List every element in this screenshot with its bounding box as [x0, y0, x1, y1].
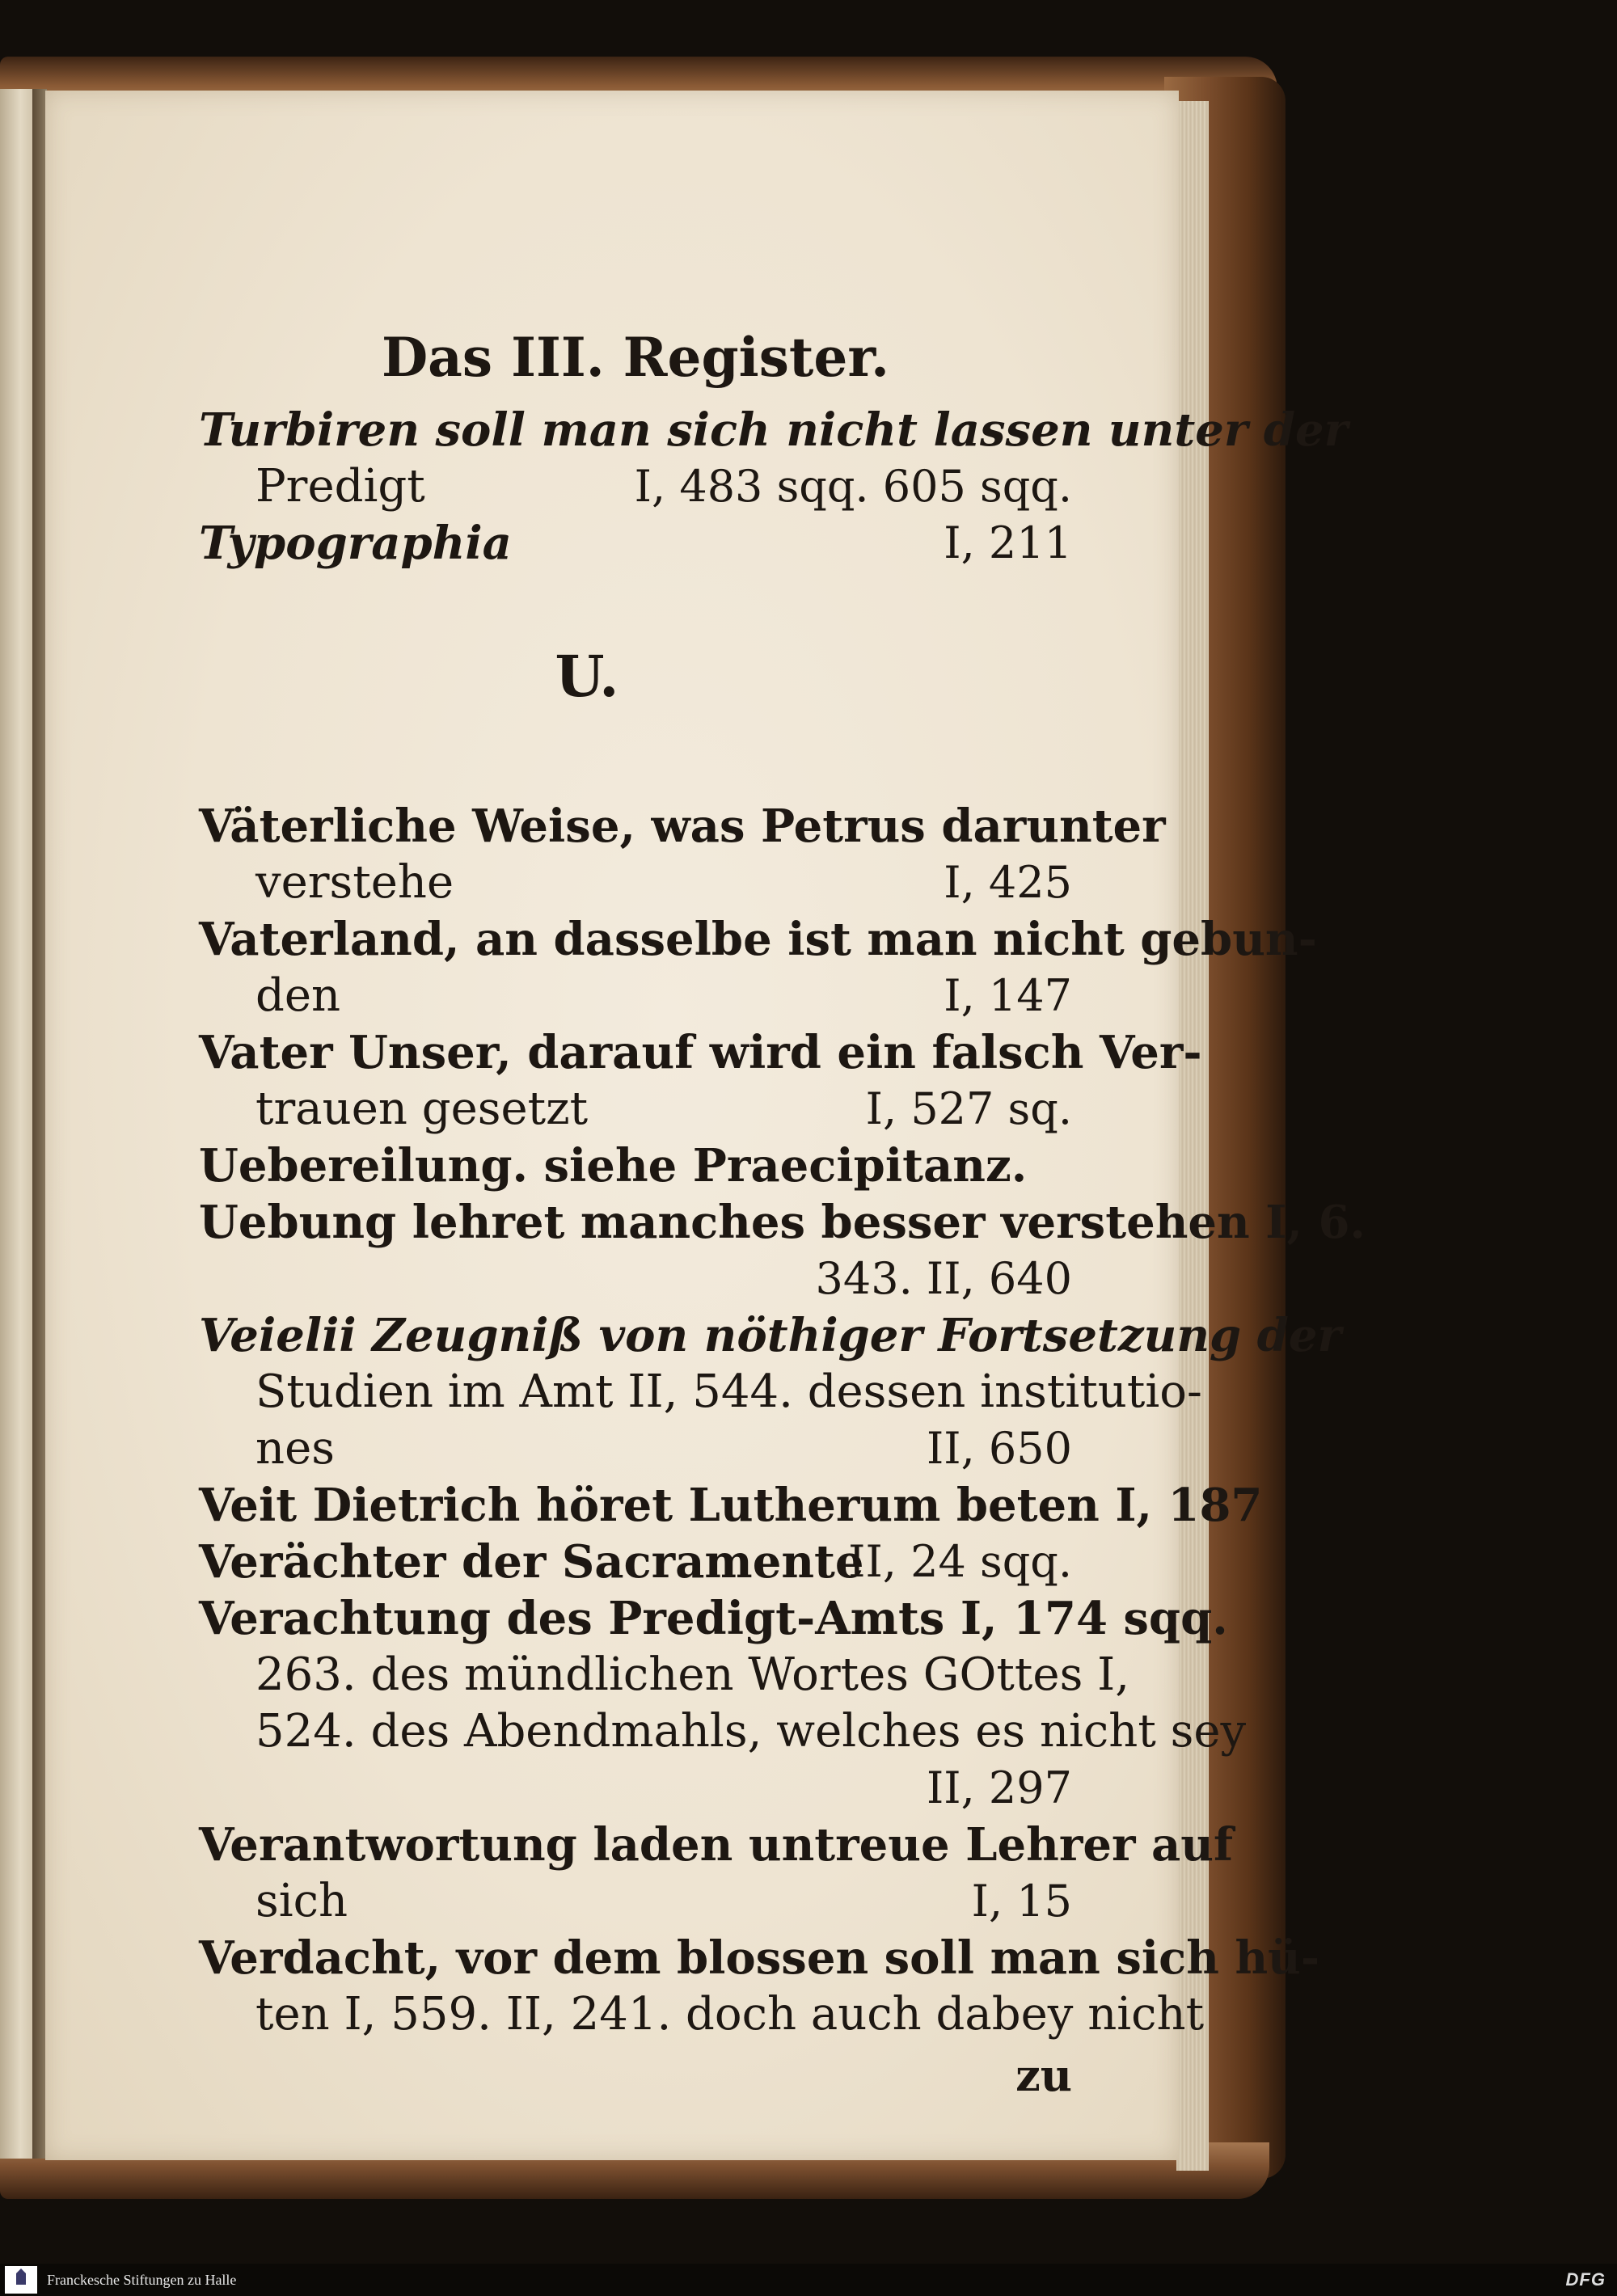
entry-text: nes [255, 1422, 335, 1475]
funder-logo: DFG [1565, 2269, 1606, 2290]
index-entries [199, 402, 1366, 2043]
institution-name: Franckesche Stiftungen zu Halle [47, 2272, 237, 2288]
facing-page-edge [0, 89, 34, 2159]
institution-logo-icon [5, 2266, 37, 2294]
entry-text: 263. des mündlichen Wortes GOttes I, [255, 1648, 1130, 1701]
entry-line [199, 1024, 1202, 1081]
entry-text: Typographia [199, 517, 512, 570]
index-entry [199, 911, 1317, 1024]
entry-text: Predigt [255, 460, 425, 513]
entry-line [199, 1647, 1130, 1703]
entry-line [199, 1986, 1205, 2043]
index-entry [199, 798, 1166, 911]
entry-line [199, 1760, 1072, 1817]
entry-text: den [255, 969, 341, 1022]
entry-line [199, 1534, 1072, 1590]
index-entry [199, 1930, 1320, 2043]
entry-line [199, 1590, 1228, 1647]
entry-line [199, 1703, 1247, 1760]
entry-text: 524. des Abendmahls, welches es nicht sey [255, 1705, 1247, 1758]
page-reference: II, 24 sqq. [848, 1536, 1072, 1587]
page-reference: I, 147 [944, 970, 1072, 1021]
entry-line [199, 515, 1072, 572]
entry-line [199, 911, 1317, 968]
entry-line [199, 1817, 1234, 1873]
entry-line [199, 798, 1166, 855]
entry-line [199, 1873, 1072, 1930]
page-reference: I, 483 sqq. 605 sqq. [634, 461, 1072, 512]
entry-text: Verachtung des Predigt-Amts I, 174 sqq. [199, 1592, 1228, 1645]
entry-text: trauen gesetzt [255, 1083, 589, 1135]
book-page [45, 91, 1366, 2160]
section-letter: U. [555, 643, 619, 710]
entry-text: Väterliche Weise, was Petrus darunter [199, 800, 1166, 853]
index-entry [199, 1024, 1202, 1137]
entry-text: Vater Unser, darauf wird ein falsch Ver- [199, 1026, 1202, 1079]
entry-text: Verächter der Sacramente [199, 1535, 864, 1589]
page-reference: I, 425 [944, 857, 1072, 908]
entry-line [199, 1477, 1263, 1534]
entry-text: Uebung lehret manches besser verstehen I, 6. [199, 1196, 1366, 1249]
index-entry [199, 1137, 1072, 1194]
viewer-footer-bar [0, 2264, 1617, 2296]
index-entry [199, 1477, 1263, 1534]
entry-text: Veielii Zeugniß von nöthiger Fortsetzung der [199, 1309, 1341, 1362]
entry-text: Veit Dietrich höret Lutherum beten I, 187 [199, 1479, 1263, 1532]
catchword: zu [1015, 2049, 1072, 2101]
entry-text: Studien im Amt II, 544. dessen institutio- [255, 1365, 1202, 1418]
index-entry [199, 402, 1349, 515]
entry-text: sich [255, 1875, 348, 1927]
page-reference: I, 15 [971, 1876, 1072, 1927]
entry-line [199, 855, 1072, 911]
entry-line [199, 1307, 1341, 1364]
index-entry [199, 1307, 1341, 1477]
index-entry [199, 1194, 1366, 1307]
page-reference: II, 297 [926, 1762, 1072, 1813]
entry-line [199, 458, 1072, 515]
entry-text: Verantwortung laden untreue Lehrer auf [199, 1818, 1234, 1872]
index-entry [199, 1590, 1247, 1817]
entry-text: Turbiren soll man sich nicht lassen unter der [199, 403, 1349, 457]
index-entry [199, 515, 1072, 572]
page-reference: 343. II, 640 [815, 1253, 1072, 1304]
entry-line [199, 1137, 1072, 1194]
index-entry [199, 1534, 1072, 1590]
entry-line [199, 1364, 1202, 1420]
entry-text: ten I, 559. II, 241. doch auch dabey nicht [255, 1988, 1205, 2041]
entry-line [199, 1194, 1366, 1251]
entry-line [199, 402, 1349, 458]
entry-line [199, 1420, 1072, 1477]
entry-line [199, 968, 1072, 1024]
entry-line [199, 1930, 1320, 1986]
index-entry [199, 1817, 1234, 1930]
page-reference: II, 650 [926, 1423, 1072, 1474]
entry-text: Vaterland, an dasselbe ist man nicht gebun- [199, 913, 1317, 966]
entry-text: Uebereilung. siehe Praecipitanz. [199, 1139, 1028, 1192]
entry-line [199, 1081, 1072, 1137]
entry-text: Verdacht, vor dem blossen soll man sich hü- [199, 1931, 1320, 1985]
page-reference: I, 527 sq. [865, 1083, 1072, 1134]
entry-text: verstehe [255, 856, 454, 909]
page-reference: I, 211 [944, 517, 1072, 568]
entry-line [199, 1251, 1072, 1307]
running-head: Das III. Register. [381, 326, 890, 389]
